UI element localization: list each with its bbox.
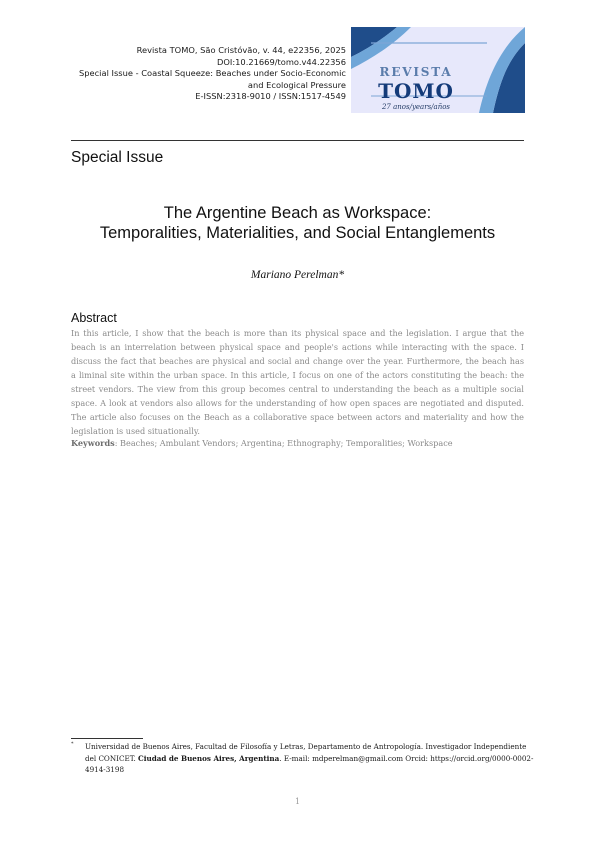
title-line-1: The Argentine Beach as Workspace: xyxy=(163,204,432,222)
title-line-2: Temporalities, Materialities, and Social Entanglements xyxy=(99,224,496,242)
footnote-line-1: Universidad de Buenos Aires, Facultad de Filosofía y Letras, Departamento de Antropología. Investigador Independiente xyxy=(85,742,527,751)
section-label: Special Issue xyxy=(71,149,164,166)
footnote-line-2 xyxy=(85,753,534,765)
footnote xyxy=(71,741,534,776)
footnote-text: del CONICET. xyxy=(85,753,139,763)
article-title xyxy=(71,203,524,243)
abstract-line: a liminal site within the urban space. In this article, I focus on one of the actors constituting the beach: the xyxy=(71,370,524,380)
abstract-line: The article also focuses on the Beach as a collaborative space between actors and materiality and how the xyxy=(71,412,524,422)
logo-text-tomo: TOMO xyxy=(378,79,454,103)
logo-text-revista: REVISTA xyxy=(379,65,453,79)
abstract-line: discuss the fact that beaches are physical and social and change over the year. Furthermore, the beach has xyxy=(71,356,524,366)
footnote-line-3: 4914-3198 xyxy=(85,765,125,774)
journal-citation: Revista TOMO, São Cristóvão, v. 44, e22356, 2025 xyxy=(136,45,346,55)
issn: E-ISSN:2318-9010 / ISSN:1517-4549 xyxy=(195,91,346,102)
keywords xyxy=(71,438,524,448)
journal-logo xyxy=(351,27,525,113)
author-name: Mariano Perelman* xyxy=(250,269,345,281)
footnote-rule xyxy=(71,738,143,739)
journal-info xyxy=(60,45,346,103)
abstract-body xyxy=(71,326,524,438)
header-rule xyxy=(71,140,524,141)
footnote-contact: . E-mail: mdperelman@gmail.com Orcid: https://orcid.org/0000-0002- xyxy=(279,753,534,763)
logo-text-anniversary: 27 anos/years/años xyxy=(381,103,451,111)
special-issue-line: Special Issue - Coastal Squeeze: Beaches under Socio-Economic xyxy=(78,68,346,79)
keywords-label: Keywords xyxy=(71,438,115,448)
abstract-line: beach is an interrelation between physical space and people's actions while interacting with the space. I xyxy=(71,342,524,352)
page-number: 1 xyxy=(294,797,301,806)
footnote-location: Ciudad de Buenos Aires, Argentina xyxy=(138,753,280,763)
abstract-heading: Abstract xyxy=(71,311,117,325)
abstract-line: space. A look at vendors also allows for the understanding of how open spaces are negotiated and disputed. xyxy=(71,398,524,408)
abstract-line: street vendors. The view from this group becomes central to understanding the beach as a multiple social xyxy=(71,384,524,394)
doi: DOI:10.21669/tomo.v44.22356 xyxy=(216,56,346,67)
abstract-line: legislation is used situationally. xyxy=(71,426,200,436)
keywords-list: : Beaches; Ambulant Vendors; Argentina; Ethnography; Temporalities; Workspace xyxy=(114,438,453,448)
abstract-line: In this article, I show that the beach is more than its physical space and the legislation. I argue that the xyxy=(71,328,524,338)
footnote-mark: * xyxy=(71,741,74,747)
special-issue-line-cont: and Ecological Pressure xyxy=(247,79,346,90)
